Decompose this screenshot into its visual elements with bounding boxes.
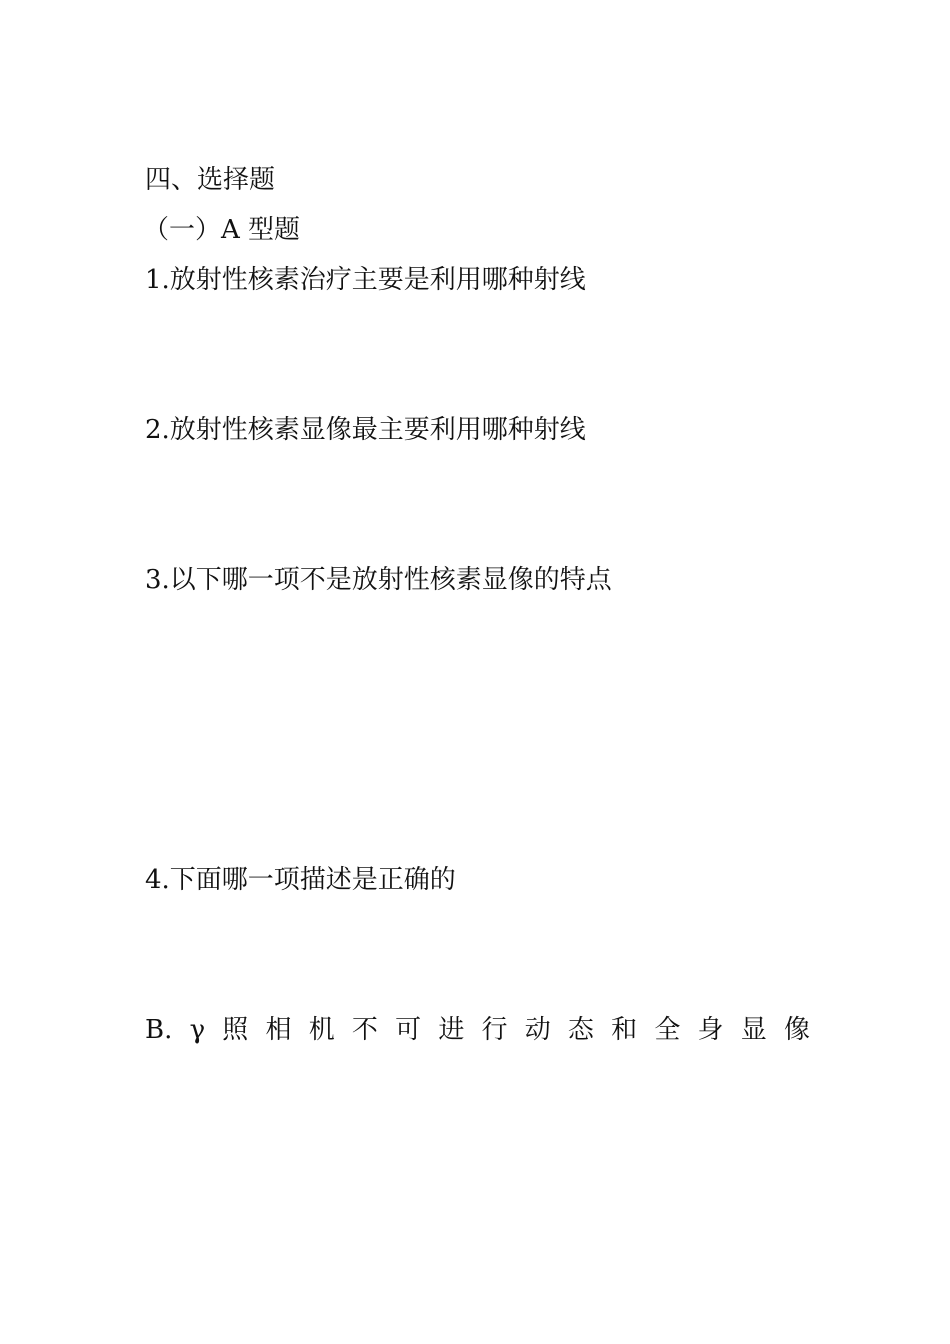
option-b-char: 机 [308,1015,335,1045]
question-4-stem [145,863,810,897]
question-1-stem [145,263,810,297]
question-4-stem-text: 4.下面哪一项描述是正确的 [145,865,456,895]
option-b-char: 和 [611,1015,638,1045]
option-b-char: 不 [351,1015,378,1045]
option-b [145,1013,810,1047]
option-b-char: 可 [395,1015,422,1045]
option-b-char: 动 [524,1015,551,1045]
subsection-title [143,213,808,247]
option-b-char: 照 [222,1015,249,1045]
section-title [145,163,810,197]
option-b-char: 行 [481,1015,508,1045]
option-b-char: 身 [697,1015,724,1045]
option-b-char: 态 [567,1015,594,1045]
option-b-char: 进 [438,1015,465,1045]
question-3-stem-text: 3.以下哪一项不是放射性核素显像的特点 [145,565,612,595]
option-b-char: 显 [740,1015,767,1045]
question-2-stem [145,413,810,447]
option-b-char: 相 [265,1015,292,1045]
subsection-title-text: （一）A 型题 [143,215,301,245]
section-title-text: 四、选择题 [145,165,276,195]
option-b-char: 像 [783,1015,810,1045]
question-1-stem-text: 1.放射性核素治疗主要是利用哪种射线 [145,265,586,295]
question-2-stem-text: 2.放射性核素显像最主要利用哪种射线 [145,415,586,445]
question-3-stem [145,563,810,597]
option-b-char: 全 [654,1015,681,1045]
option-b-char: B. [145,1015,173,1045]
option-b-char: γ [189,1015,206,1045]
